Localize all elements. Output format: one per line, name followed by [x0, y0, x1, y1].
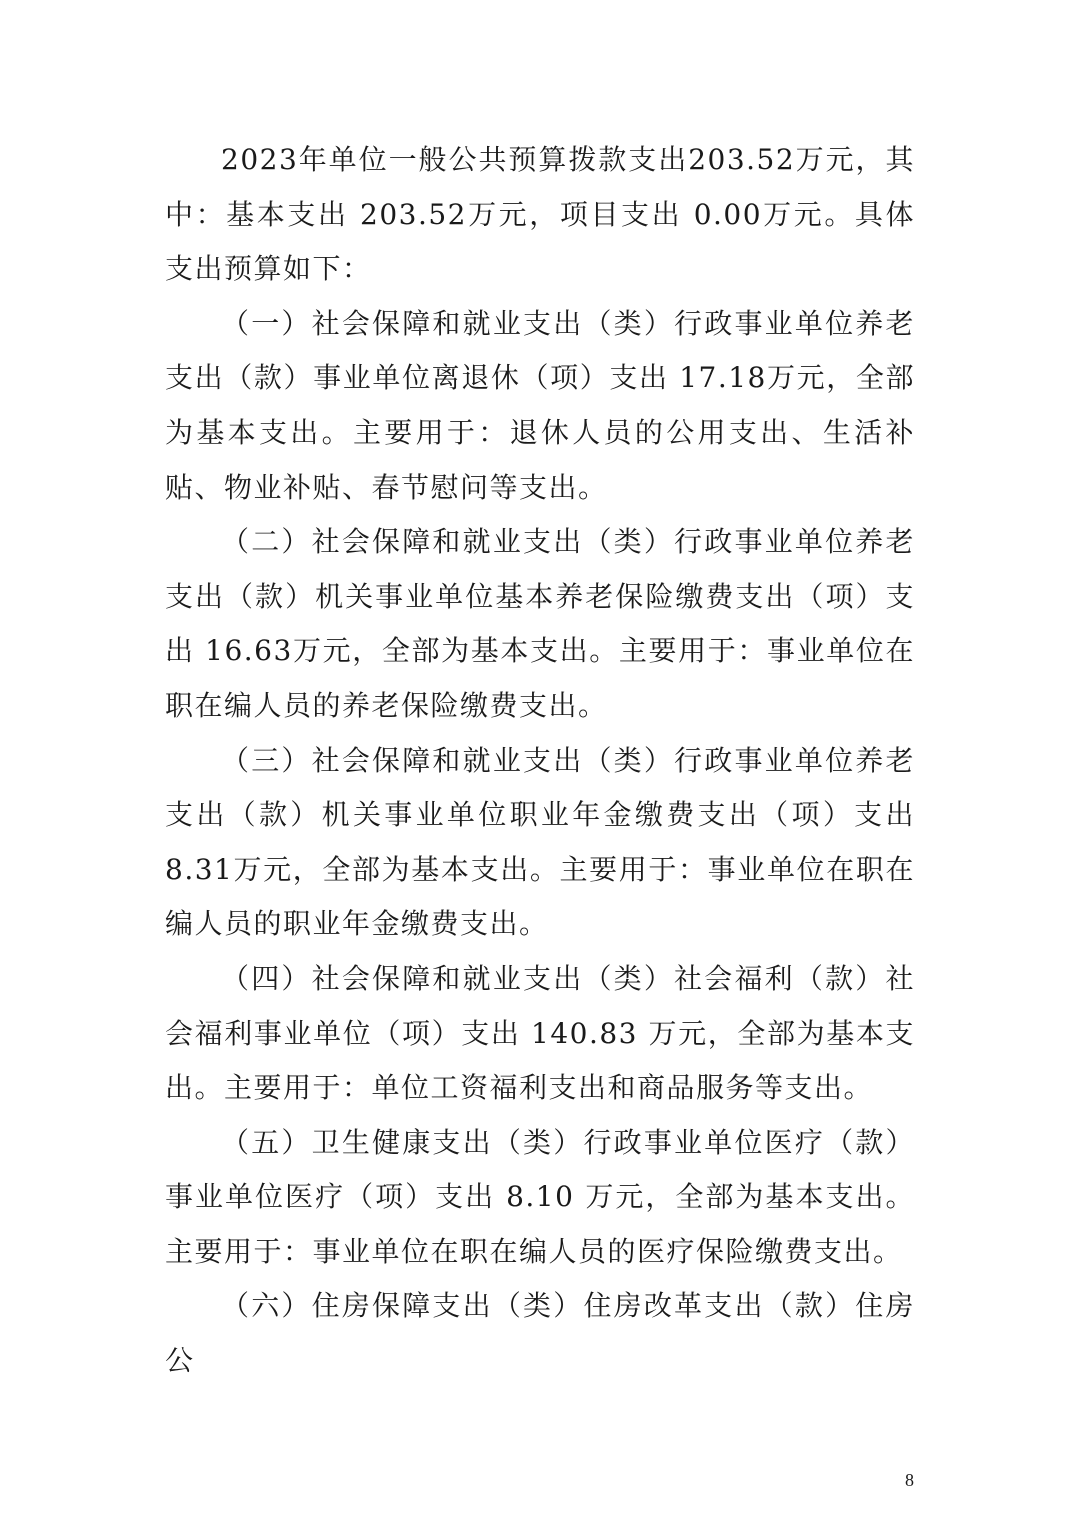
item-paragraph-3: （三）社会保障和就业支出（类）行政事业单位养老支出（款）机关事业单位职业年金缴费支出（项）支出 8.31万元，全部为基本支出。主要用于：事业单位在职在编人员的职业年金缴费支出。 — [165, 743, 915, 941]
item-paragraph-5: （五）卫生健康支出（类）行政事业单位医疗（款）事业单位医疗（项）支出 8.10 万元，全部为基本支出。主要用于：事业单位在职在编人员的医疗保险缴费支出。 — [165, 1125, 915, 1268]
body-text — [165, 133, 915, 1389]
item-paragraph-1: （一）社会保障和就业支出（类）行政事业单位养老支出（款）事业单位离退休（项）支出 17.18万元，全部为基本支出。主要用于：退休人员的公用支出、生活补贴、物业补贴、春节慰问等支出。 — [165, 306, 915, 504]
page-number: 8 — [905, 1470, 914, 1490]
item-paragraph-4: （四）社会保障和就业支出（类）社会福利（款）社会福利事业单位（项）支出 140.83 万元，全部为基本支出。主要用于：单位工资福利支出和商品服务等支出。 — [165, 961, 915, 1105]
item-paragraph-6: （六）住房保障支出（类）住房改革支出（款）住房公 — [165, 1289, 915, 1378]
item-paragraph-2: （二）社会保障和就业支出（类）行政事业单位养老支出（款）机关事业单位基本养老保险缴费支出（项）支出 16.63万元，全部为基本支出。主要用于：事业单位在职在编人员的养老保险缴费支出。 — [165, 525, 915, 722]
intro-paragraph: 2023年单位一般公共预算拨款支出203.52万元，其中：基本支出 203.52万元，项目支出 0.00万元。具体支出预算如下： — [165, 143, 915, 286]
